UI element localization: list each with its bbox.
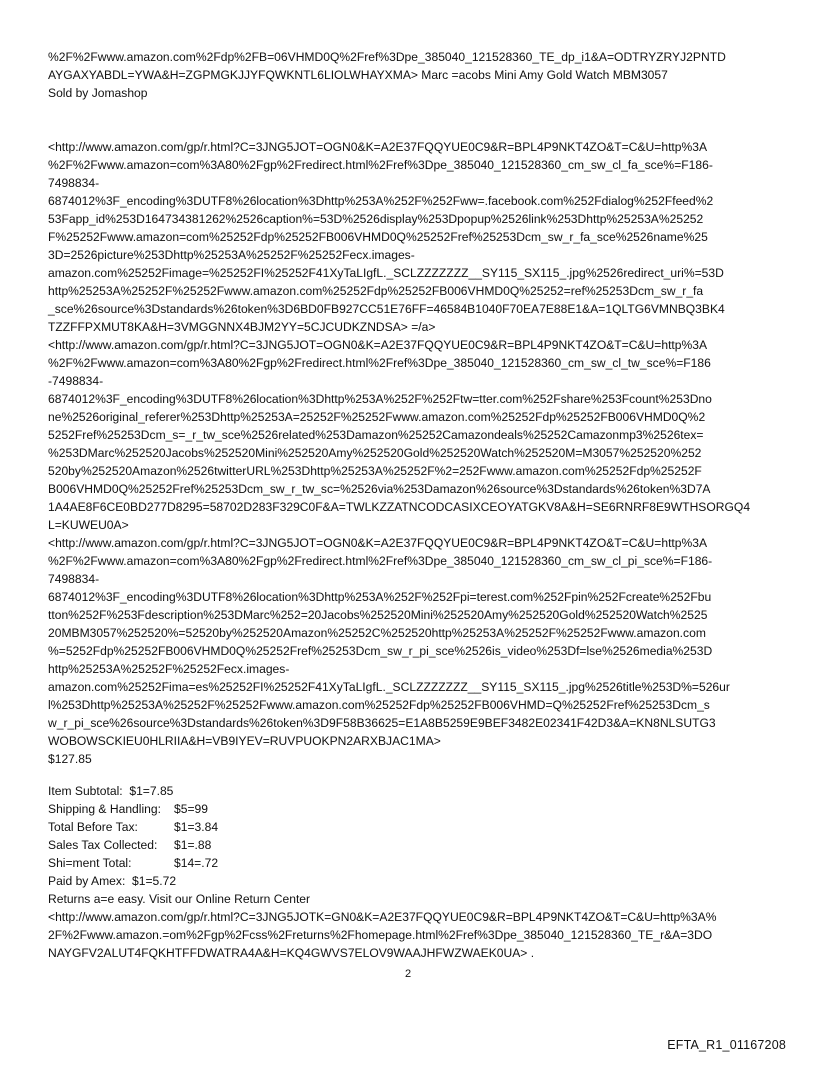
url-line: http%25253A%25252F%25252Fwww.amazon.com%25252Fdp%25252FB006VHMD0Q%25252=ref%25253Dcm_sw_r_fa	[48, 284, 704, 298]
order-item-header	[48, 48, 778, 102]
url-line: 1A4AE8F6CE0BD277D8295=58702D283F329C0F&A=TWLKZZATNCODCASIXCEOYATGKV8A&H=SE6RNRF8E9WTHSORGQ4	[48, 500, 751, 514]
url-line: %253DMarc%252520Jacobs%252520Mini%252520Amy%252520Gold%252520Watch%252520M=M3057%252520%252	[48, 446, 702, 460]
url-line: w_r_pi_sce%26source%3Dstandards%26token%3D9F58B36625=E1A8B5259E9BEF3482E02341F42D3&A=KN8NLSUTG3	[48, 716, 716, 730]
order-summary	[48, 782, 778, 890]
url-line: %2F%2Fwww.amazon=com%3A80%2Fgp%2Fredirect.html%2Fref%3Dpe_385040_121528360_cm_sw_cl_fa_sce%=F186-	[48, 158, 713, 172]
url-line: _sce%26source%3Dstandards%26token%3D6BD0FB927CC51E76FF=46584B1040F70EA7E88E1&A=1QLTG6VMNBQ3BK4	[48, 302, 725, 316]
summary-label: Item Subtotal:	[48, 784, 123, 798]
summary-value: $14=.72	[174, 856, 219, 870]
summary-row	[48, 782, 778, 800]
summary-row	[48, 854, 778, 872]
url-line: 6874012%3F_encoding%3DUTF8%26location%3Dhttp%253A%252F%252Ftw=tter.com%252Fshare%253Fcount%253Dno	[48, 392, 712, 406]
seller-line: Sold by Jomashop	[48, 86, 148, 100]
summary-value: $1=7.85	[129, 784, 174, 798]
url-line: TZZFFPXMUT8KA&H=3VMGGNNX4BJM2YY=5CJCUDKZNDSA> =/a>	[48, 320, 436, 334]
returns-block	[48, 890, 778, 962]
spacer	[48, 768, 778, 782]
summary-row	[48, 818, 778, 836]
summary-value: $1=.88	[174, 838, 212, 852]
returns-text: Returns a=e easy. Visit our Online Return Center	[48, 892, 311, 906]
url-line: 20MBM3057%252520%=52520by%252520Amazon%25252C%252520http%25253A%25252F%25252Fwww.amazon.com	[48, 626, 706, 640]
url-line: 53Fapp_id%253D164734381262%2526caption%=53D%2526display%253Dpopup%2526link%253Dhttp%25253A%25252	[48, 212, 704, 226]
summary-label: Total Before Tax:	[48, 820, 138, 834]
summary-label: Sales Tax Collected:	[48, 838, 158, 852]
url-line: %=5252Fdp%25252FB006VHMD0Q%25252Fref%25253Dcm_sw_r_pi_sce%2526is_video%253Df=lse%2526media%253D	[48, 644, 713, 658]
url-line: tton%252F%253Fdescription%253DMarc%252=20Jacobs%252520Mini%252520Amy%252520Gold%252520Watch%2525	[48, 608, 708, 622]
url-line: 6874012%3F_encoding%3DUTF8%26location%3Dhttp%253A%252F%252Fww=.facebook.com%252Fdialog%252Ffeed%2	[48, 194, 714, 208]
url-line: %2F%2Fwww.amazon=com%3A80%2Fgp%2Fredirect.html%2Fref%3Dpe_385040_121528360_cm_sw_cl_pi_sce%=F186-	[48, 554, 713, 568]
url-line: WOBOWSCKIEU0HLRIIA&H=VB9IYEV=RUVPUOKPN2ARXBJAC1MA>	[48, 734, 441, 748]
summary-row	[48, 800, 778, 818]
summary-row	[48, 836, 778, 854]
spacer	[48, 102, 778, 138]
url-line: 7498834-	[48, 572, 100, 586]
url-line: 6874012%3F_encoding%3DUTF8%26location%3Dhttp%253A%252F%252Fpi=terest.com%252Fpin%252Fcreate%252Fbu	[48, 590, 712, 604]
share-links-block	[48, 138, 778, 768]
link-url-start: <http://www.amazon.com/gp/r.html?C=3JNG5JOT=OGN0&K=A2E37FQQYUE0C9&R=BPL4P9NKT4ZO&T=C&U=http%3A	[48, 536, 708, 550]
summary-value: $1=5.72	[132, 874, 177, 888]
url-line: B006VHMD0Q%25252Fref%25253Dcm_sw_r_tw_sc=%2526via%253Damazon%26source%3Dstandards%26token%3D7A	[48, 482, 711, 496]
url-line: amazon.com%25252Fima=es%25252FI%25252F41XyTaLIgfL._SCLZZZZZZZ__SY115_SX115_.jpg%2526title%253D%=526ur	[48, 680, 730, 694]
url-line: 520by%252520Amazon%2526twitterURL%253Dhttp%25253A%25252F%2=252Fwww.amazon.com%25252Fdp%25252F	[48, 464, 702, 478]
link-url-start: <http://www.amazon.com/gp/r.html?C=3JNG5JOT=OGN0&K=A2E37FQQYUE0C9&R=BPL4P9NKT4ZO&T=C&U=http%3A	[48, 140, 708, 154]
return-center-link: 2F%2Fwww.amazon.=om%2Fgp%2Fcss%2Freturns%2Fhomepage.html%2Fref%3Dpe_385040_121528360_TE_r&A=3DO	[48, 928, 713, 942]
link-url-start: <http://www.amazon.com/gp/r.html?C=3JNG5JOT=OGN0&K=A2E37FQQYUE0C9&R=BPL4P9NKT4ZO&T=C&U=http%3A	[48, 338, 708, 352]
url-line: http%25253A%25252F%25252Fecx.images-	[48, 662, 290, 676]
document-body	[48, 48, 778, 962]
summary-value: $5=99	[174, 802, 208, 816]
url-line: l%253Dhttp%25253A%25252F%25252Fwww.amazon.com%25252Fdp%25252FB006VHMD=Q%25252Fref%25253Dcm_s	[48, 698, 710, 712]
url-line: -7498834-	[48, 374, 104, 388]
url-line: %2F%2Fwww.amazon=com%3A80%2Fgp%2Fredirect.html%2Fref%3Dpe_385040_121528360_cm_sw_cl_tw_sce%=F186	[48, 356, 711, 370]
return-center-link: <http://www.amazon.com/gp/r.html?C=3JNG5JOTK=GN0&K=A2E37FQQYUE0C9&R=BPL4P9NKT4ZO&T=C&U=http%3A%	[48, 910, 717, 924]
item-price: $127.85	[48, 752, 92, 766]
return-center-link: NAYGFV2ALUT4FQKHTFFDWATRA4A&H=KQ4GWVS7ELOV9WAAJHFWZWAEK0UA> .	[48, 946, 535, 960]
url-line: AYGAXYABDL=YWA&H=ZGPMGKJJYFQWKNTL6LIOLWHAYXMA> Marc =acobs Mini Amy Gold Watch MBM3057	[48, 68, 668, 82]
summary-label: Paid by Amex:	[48, 874, 126, 888]
page-number: 2	[404, 968, 412, 980]
document-id: EFTA_R1_01167208	[667, 1038, 786, 1052]
summary-value: $1=3.84	[174, 820, 219, 834]
summary-label: Shipping & Handling:	[48, 802, 161, 816]
url-line: 3D=2526picture%253Dhttp%25253A%25252F%25252Fecx.images-	[48, 248, 415, 262]
url-line: 5252Fref%25253Dcm_s=_r_tw_sce%2526related%253Damazon%25252Camazondeals%25252Camazonmp3%2526tex=	[48, 428, 704, 442]
summary-label: Shi=ment Total:	[48, 856, 132, 870]
url-line: ne%2526original_referer%253Dhttp%25253A=25252F%25252Fwww.amazon.com%25252Fdp%25252FB006VHMD0Q%2	[48, 410, 706, 424]
url-line: F%25252Fwww.amazon=com%25252Fdp%25252FB006VHMD0Q%25252Fref%25253Dcm_sw_r_fa_sce%2526name%25	[48, 230, 708, 244]
summary-row	[48, 872, 778, 890]
url-line: amazon.com%25252Fimage=%25252FI%25252F41XyTaLIgfL._SCLZZZZZZZ__SY115_SX115_.jpg%2526redirect_uri%=53D	[48, 266, 724, 280]
url-line: %2F%2Fwww.amazon.com%2Fdp%2FB=06VHMD0Q%2Fref%3Dpe_385040_121528360_TE_dp_i1&A=ODTRYZRYJ2PNTD	[48, 50, 726, 64]
url-line: L=KUWEU0A>	[48, 518, 129, 532]
url-line: 7498834-	[48, 176, 100, 190]
